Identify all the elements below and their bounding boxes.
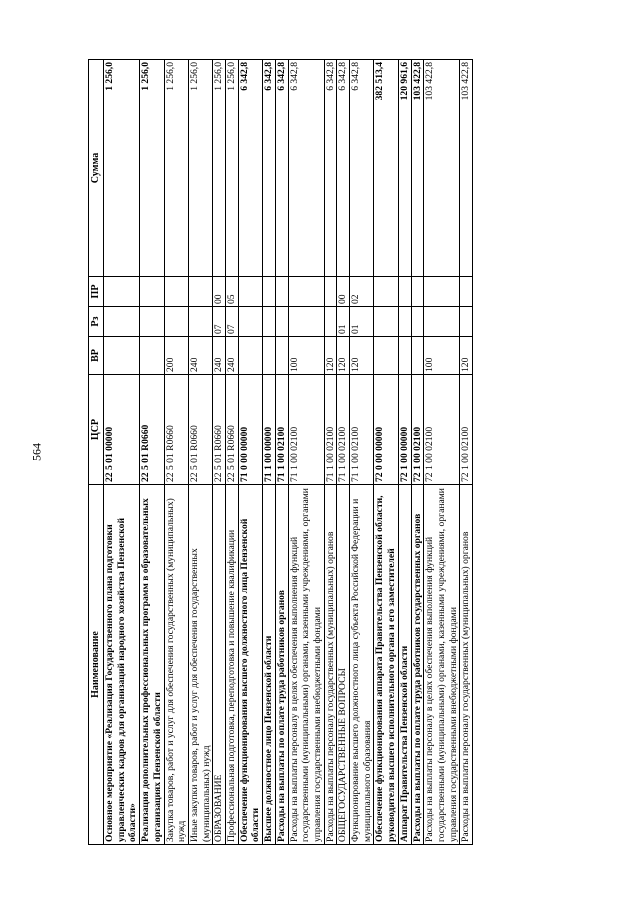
row-sum: 6 342,8 bbox=[350, 60, 374, 277]
row-rz bbox=[398, 307, 411, 337]
row-csr: 72 1 00 02100 bbox=[424, 375, 460, 485]
table-row bbox=[374, 60, 398, 845]
row-csr: 72 1 00 00000 bbox=[398, 375, 411, 485]
row-vr bbox=[238, 337, 262, 375]
row-sum: 1 256,0 bbox=[164, 60, 188, 277]
row-csr: 22 5 01 R0660 bbox=[213, 375, 226, 485]
row-csr: 72 0 00 00000 bbox=[374, 375, 398, 485]
header-csr: ЦСР bbox=[89, 375, 104, 485]
row-vr: 120 bbox=[460, 337, 473, 375]
row-pr bbox=[398, 277, 411, 307]
row-csr: 71 1 00 02100 bbox=[324, 375, 337, 485]
table-row bbox=[350, 60, 374, 845]
row-name: Расходы на выплаты по оплате труда работников государственных органов bbox=[411, 485, 424, 845]
row-name: Иные закупки товаров, работ и услуг для обеспечения государственных (муниципальных) нужд bbox=[188, 485, 212, 845]
row-name: Профессиональная подготовка, переподготовка и повышение квалификации bbox=[226, 485, 239, 845]
row-csr: 22 5 01 00000 bbox=[104, 375, 140, 485]
row-vr: 120 bbox=[350, 337, 374, 375]
row-name: Расходы на выплаты персоналу в целях обеспечения выполнения функций государственными (муниципальными) органами, казенными учреждениями, органами управления государственными внебюджетными фондами bbox=[424, 485, 460, 845]
row-vr bbox=[104, 337, 140, 375]
row-sum: 6 342,8 bbox=[337, 60, 350, 277]
table-row bbox=[424, 60, 460, 845]
page-number-text: 564 bbox=[29, 443, 44, 461]
row-sum: 6 342,8 bbox=[275, 60, 288, 277]
row-vr bbox=[140, 337, 164, 375]
table-row bbox=[164, 60, 188, 845]
row-sum: 120 961,6 bbox=[398, 60, 411, 277]
row-sum: 103 422,8 bbox=[411, 60, 424, 277]
row-name: Обеспечение функционирования аппарата Правительства Пензенской области, руководителя высшего исполнительного органа и его заместителей bbox=[374, 485, 398, 845]
row-csr: 72 1 00 02100 bbox=[460, 375, 473, 485]
table-body bbox=[104, 60, 473, 845]
row-sum: 6 342,8 bbox=[238, 60, 262, 277]
row-pr bbox=[460, 277, 473, 307]
row-csr: 71 0 00 00000 bbox=[238, 375, 262, 485]
row-rz bbox=[460, 307, 473, 337]
row-sum: 1 256,0 bbox=[226, 60, 239, 277]
row-name: Расходы на выплаты персоналу в целях обеспечения выполнения функций государственными (муниципальными) органами, казенными учреждениями, органами управления государственными внебюджетными фондами bbox=[288, 485, 324, 845]
row-sum: 382 513,4 bbox=[374, 60, 398, 277]
row-sum: 1 256,0 bbox=[140, 60, 164, 277]
row-rz bbox=[104, 307, 140, 337]
header-sum: Сумма bbox=[89, 60, 104, 277]
row-pr: 02 bbox=[350, 277, 374, 307]
table-row bbox=[337, 60, 350, 845]
row-csr: 71 1 00 02100 bbox=[288, 375, 324, 485]
row-rz bbox=[374, 307, 398, 337]
row-name: Аппарат Правительства Пензенской области bbox=[398, 485, 411, 845]
row-rz bbox=[288, 307, 324, 337]
row-pr: 00 bbox=[337, 277, 350, 307]
table-row bbox=[226, 60, 239, 845]
row-csr: 22 5 01 R0660 bbox=[164, 375, 188, 485]
row-pr bbox=[324, 277, 337, 307]
row-rz bbox=[164, 307, 188, 337]
table-row bbox=[140, 60, 164, 845]
row-name: Расходы на выплаты персоналу государственных (муниципальных) органов bbox=[460, 485, 473, 845]
table-row bbox=[460, 60, 473, 845]
row-pr: 05 bbox=[226, 277, 239, 307]
row-vr: 200 bbox=[164, 337, 188, 375]
table-row bbox=[213, 60, 226, 845]
row-csr: 72 1 00 02100 bbox=[411, 375, 424, 485]
row-rz bbox=[424, 307, 460, 337]
table-header-row bbox=[89, 60, 104, 845]
row-rz bbox=[188, 307, 212, 337]
table-row bbox=[411, 60, 424, 845]
row-sum: 1 256,0 bbox=[104, 60, 140, 277]
table-row bbox=[188, 60, 212, 845]
row-vr bbox=[411, 337, 424, 375]
header-vr: ВР bbox=[89, 337, 104, 375]
budget-table bbox=[88, 59, 473, 845]
row-csr: 22 5 01 R0660 bbox=[140, 375, 164, 485]
row-sum: 1 256,0 bbox=[213, 60, 226, 277]
row-pr bbox=[411, 277, 424, 307]
row-pr bbox=[140, 277, 164, 307]
table-row bbox=[288, 60, 324, 845]
row-rz: 07 bbox=[226, 307, 239, 337]
header-pr: ПР bbox=[89, 277, 104, 307]
row-sum: 1 256,0 bbox=[188, 60, 212, 277]
row-csr: 71 1 00 02100 bbox=[350, 375, 374, 485]
row-pr: 00 bbox=[213, 277, 226, 307]
row-name: Расходы на выплаты персоналу государственных (муниципальных) органов bbox=[324, 485, 337, 845]
row-vr: 100 bbox=[288, 337, 324, 375]
row-pr bbox=[288, 277, 324, 307]
row-name: Высшее должностное лицо Пензенской области bbox=[263, 485, 276, 845]
row-rz bbox=[324, 307, 337, 337]
row-vr: 120 bbox=[324, 337, 337, 375]
row-csr: 22 5 01 R0660 bbox=[226, 375, 239, 485]
row-pr bbox=[188, 277, 212, 307]
row-vr: 100 bbox=[424, 337, 460, 375]
row-vr bbox=[374, 337, 398, 375]
row-sum: 103 422,8 bbox=[460, 60, 473, 277]
row-pr bbox=[374, 277, 398, 307]
row-pr bbox=[238, 277, 262, 307]
row-sum: 6 342,8 bbox=[288, 60, 324, 277]
row-rz bbox=[263, 307, 276, 337]
row-name: Основное мероприятие «Реализация Государственного плана подготовки управленческих кадров для организаций народного хозяйства Пензенской области» bbox=[104, 485, 140, 845]
table-row bbox=[238, 60, 262, 845]
row-csr: 71 1 00 00000 bbox=[263, 375, 276, 485]
table-row bbox=[398, 60, 411, 845]
row-vr: 120 bbox=[337, 337, 350, 375]
table-row bbox=[324, 60, 337, 845]
row-pr bbox=[275, 277, 288, 307]
budget-table-area bbox=[88, 60, 552, 845]
row-rz bbox=[275, 307, 288, 337]
row-pr bbox=[104, 277, 140, 307]
header-rz: Рз bbox=[89, 307, 104, 337]
table-row bbox=[275, 60, 288, 845]
row-rz: 01 bbox=[350, 307, 374, 337]
row-pr bbox=[164, 277, 188, 307]
row-rz bbox=[238, 307, 262, 337]
row-sum: 6 342,8 bbox=[324, 60, 337, 277]
row-csr: 71 1 00 02100 bbox=[275, 375, 288, 485]
row-rz: 01 bbox=[337, 307, 350, 337]
row-sum: 103 422,8 bbox=[424, 60, 460, 277]
table-row bbox=[263, 60, 276, 845]
row-vr bbox=[263, 337, 276, 375]
row-vr bbox=[275, 337, 288, 375]
row-name: ОБРАЗОВАНИЕ bbox=[213, 485, 226, 845]
row-name: Расходы на выплаты по оплате труда работников органов bbox=[275, 485, 288, 845]
row-vr bbox=[398, 337, 411, 375]
row-vr: 240 bbox=[213, 337, 226, 375]
row-name: Функционирование высшего должностного лица субъекта Российской Федерации и муниципального образования bbox=[350, 485, 374, 845]
row-sum: 6 342,8 bbox=[263, 60, 276, 277]
rotated-page-content bbox=[88, 60, 552, 845]
row-rz: 07 bbox=[213, 307, 226, 337]
row-vr: 240 bbox=[226, 337, 239, 375]
row-pr bbox=[424, 277, 460, 307]
row-pr bbox=[263, 277, 276, 307]
row-csr: 71 1 00 02100 bbox=[337, 375, 350, 485]
row-rz bbox=[411, 307, 424, 337]
header-name: Наименование bbox=[89, 485, 104, 845]
row-csr: 22 5 01 R0660 bbox=[188, 375, 212, 485]
row-name: ОБЩЕГОСУДАРСТВЕННЫЕ ВОПРОСЫ bbox=[337, 485, 350, 845]
row-name: Обеспечение функционирования высшего должностного лица Пензенской области bbox=[238, 485, 262, 845]
row-vr: 240 bbox=[188, 337, 212, 375]
row-name: Реализация дополнительных профессиональных программ в образовательных организациях Пензенской области bbox=[140, 485, 164, 845]
row-rz bbox=[140, 307, 164, 337]
table-row bbox=[104, 60, 140, 845]
row-name: Закупка товаров, работ и услуг для обеспечения государственных (муниципальных) нужд bbox=[164, 485, 188, 845]
